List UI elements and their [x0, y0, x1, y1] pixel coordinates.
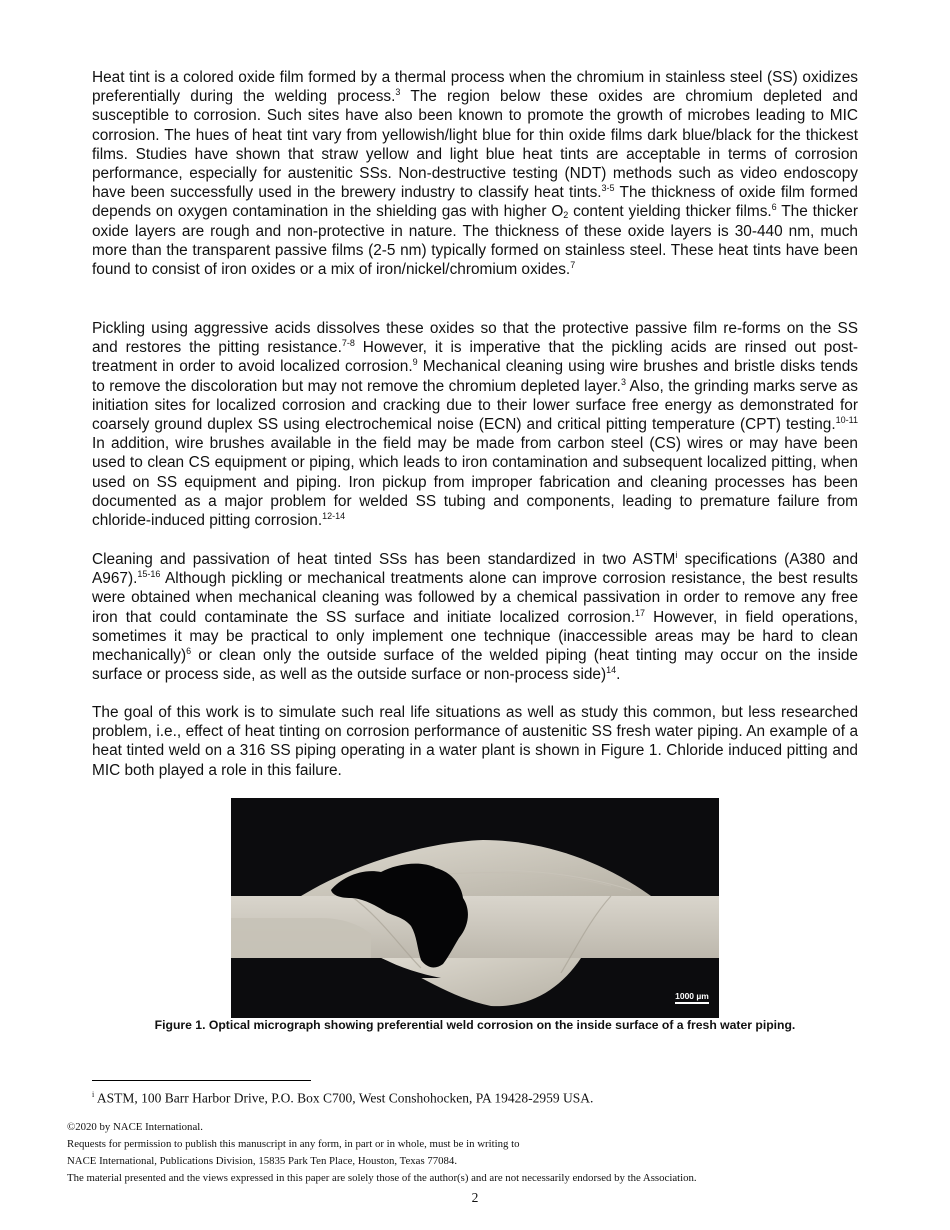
citation: 6	[771, 202, 777, 213]
citation: 12-14	[322, 510, 346, 521]
paragraph-cleaning-passivation: Cleaning and passivation of heat tinted SSs has been standardized in two ASTM$^i$ specifications (A380 and A967).$^{15-16}$ Although pickling or mechanical treatments alone can improve corrosion resistance, the best results were obtained when mechanical cleaning was followed by a chemical passivation in order to remove any free iron that could contaminate the SS surface and initiate localized corrosion.$^{17}$ However, in field operations, sometimes it may be practical to only implement one technique (inaccessible areas may be hard to clean mechanically)$^6$ or clean only the outside surface of the welded piping (heat tinting may occur on the inside surface or process side, as well as the outside surface or non-process side)$^{14}$.	[92, 549, 858, 684]
paragraph-goal: The goal of this work is to simulate such real life situations as well as study this common, but less researched problem, i.e., effect of heat tinting on corrosion performance of austenitic SS fresh water piping. An example of a heat tinted weld on a 316 SS piping operating in a water plant is shown in Figure 1. Chloride induced pitting and MIC both played a role in this failure.	[92, 704, 858, 779]
citation: 14	[606, 665, 617, 676]
citation: 6	[186, 645, 192, 656]
citation: 7	[570, 259, 576, 270]
paragraph-heat-tint: Heat tint is a colored oxide film formed by a thermal process when the chromium in stainless steel (SS) oxidizes preferentially during the welding process.$^3$ The region below these oxides are chromium depleted and susceptible to corrosion. Such sites have also been known to promote the growth of microbes leading to MIC corrosion. The hues of heat tint vary from yellowish/light blue for thin oxide films dark blue/black for the thickest films. Studies have shown that straw yellow and light blue heat tints are acceptable in terms of corrosion performance, especially for austenitic SSs. Non-destructive testing (NDT) methods such as video endoscopy have been successfully used in the brewery industry to classify heat tints.$^{3-5}$ The thickness of oxide film formed depends on oxygen contamination in the shielding gas with higher $O_2$ content yielding thicker films.$^6$ The thicker oxide layers are rough and non-protective in nature. The thickness of these oxide layers is 30-440 nm, much more than the transparent passive films (2-5 nm) typically formed on stainless steel. These heat tints have been found to consist of iron oxides or a mix of iron/nickel/chromium oxides.$^7$	[92, 69, 858, 279]
footnote-marker: i	[675, 549, 678, 560]
publisher-address: NACE International, Publications Division, 15835 Park Ten Place, Houston, Texas 77084.	[67, 1155, 458, 1167]
citation: 3	[620, 376, 626, 387]
paragraph-pickling: Pickling using aggressive acids dissolves these oxides so that the protective passive film re-forms on the SS and restores the pitting resistance.$^{7-8}$ However, it is imperative that the pickling acids are rinsed out post-treatment in order to avoid localized corrosion.$^9$ Mechanical cleaning using wire brushes and bristle disks tends to remove the discoloration but may not remove the chromium depleted layer.$^3$ Also, the grinding marks serve as initiation sites for localized corrosion and cracking due to their lower surface free energy as demonstrated for coarsely ground duplex SS using electrochemical noise (ECN) and critical pitting temperature (CPT) testing.$^{10-11}$ In addition, wire brushes available in the field may be made from carbon steel (CS) wires or may have been used to clean CS equipment or piping, which leads to iron contamination and subsequent localized pitting, when used on SS equipment and piping. Iron pickup from improper fabrication and cleaning processes has been documented as a major problem for welded SS tubing and components, leading to premature failure from chloride-induced pitting corrosion.$^{12-14}$	[92, 320, 858, 530]
micrograph-figure	[231, 798, 719, 1018]
scale-bar	[675, 1002, 709, 1004]
footnote-marker: i	[92, 1090, 95, 1099]
footnote: $^i$ ASTM, 100 Barr Harbor Drive, P.O. Box C700, West Conshohocken, PA 19428-2959 USA.	[92, 1090, 594, 1106]
scale-bar-label: 1000 µm	[675, 991, 709, 1001]
citation: 3	[395, 87, 401, 98]
footnote-rule	[92, 1080, 311, 1081]
citation: 9	[412, 357, 418, 368]
page-number: 2	[471, 1190, 479, 1205]
subscript: 2	[563, 210, 569, 221]
citation: 7-8	[341, 338, 355, 349]
micrograph-image	[231, 798, 719, 1018]
copyright-line: ©2020 by NACE International.	[67, 1121, 203, 1133]
figure-caption: Figure 1. Optical micrograph showing preferential weld corrosion on the inside surface of a fresh water piping.	[154, 1018, 796, 1032]
citation: 10-11	[835, 414, 858, 425]
disclaimer-line: The material presented and the views expressed in this paper are solely those of the author(s) and are not necessarily endorsed by the Association.	[67, 1172, 697, 1184]
citation: 17	[635, 607, 646, 618]
citation: 3-5	[601, 183, 615, 194]
citation: 15-16	[137, 569, 161, 580]
permission-line: Requests for permission to publish this manuscript in any form, in part or in whole, must be in writing to	[67, 1138, 520, 1150]
